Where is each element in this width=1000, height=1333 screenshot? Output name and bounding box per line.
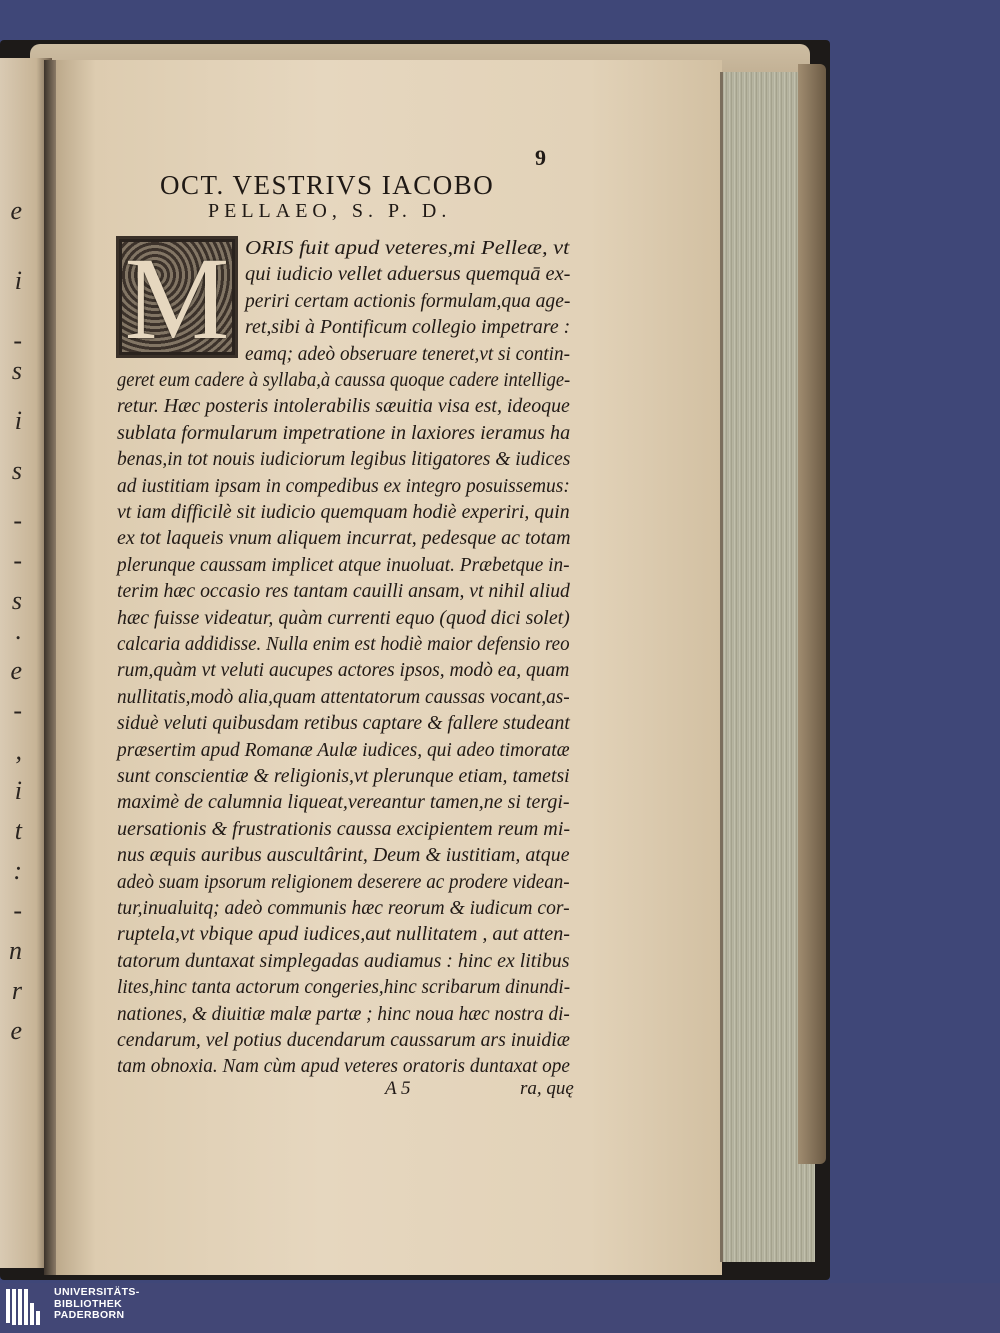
text-line: retur. Hæc posteris intolerabilis sæuitia visa est, ideoque xyxy=(117,396,570,418)
text-line: vt iam difficilè sit iudicio quemquam hodiè experiri, quin xyxy=(117,502,570,523)
heading-line-2: PELLAEO, S. P. D. xyxy=(208,200,452,222)
left-page-fragment: - xyxy=(13,896,22,925)
signature-mark: A 5 xyxy=(385,1078,411,1099)
text-line: ad iustitiam ipsam in compedibus ex integro posuissemus: xyxy=(117,475,570,497)
text-line: adeò suam ipsorum religionem deserere ac prodere videan- xyxy=(117,871,570,893)
text-line: qui iudicio vellet aduersus quemquā ex- xyxy=(245,264,571,286)
text-line: nus æquis auribus auscultârint, Deum & iustitiam, atque xyxy=(117,845,570,867)
left-page-fragment: r xyxy=(11,976,22,1005)
text-line: ORIS fuit apud veteres,mi Pelleæ, vt xyxy=(245,238,570,259)
text-line: ret,sibi à Pontificum collegio impetrare : xyxy=(245,317,571,339)
text-line: maximè de calumnia liqueat,vereantur tamen,ne si tergi- xyxy=(117,792,570,814)
text-line: lites,hinc tanta actorum congeries,hinc scribarum dinundi- xyxy=(117,977,571,999)
left-page-fragment: , xyxy=(15,736,22,765)
left-page-fragment: i xyxy=(14,266,22,295)
left-page-fragment: - xyxy=(13,326,22,355)
left-page-fragment: i xyxy=(14,776,22,805)
text-line: tur,inualuitq; adeò communis hæc reorum & iudicum cor- xyxy=(117,898,570,919)
text-line: ex tot laqueis vnum aliquem incurrat, pedesque ac totam xyxy=(117,528,571,550)
text-line: nullitatis,modò alia,quam attentatorum caussas vocant,as- xyxy=(117,686,570,708)
left-page-fragment: s xyxy=(11,356,22,385)
left-page-fragment: - xyxy=(13,696,22,725)
text-line: ruptela,vt vbique apud iudices,aut nullitatem , aut atten- xyxy=(117,924,570,946)
text-line: eamq; adeò obseruare teneret,vt si contin- xyxy=(245,343,571,365)
left-page-fragment: e xyxy=(10,196,22,225)
left-page-fragment: - xyxy=(13,546,22,575)
text-line: geret eum cadere à syllaba,à caussa quoque cadere intellige- xyxy=(117,370,571,391)
text-line: cendarum, vel potius ducendarum caussarum ars inuidiæ xyxy=(117,1030,570,1051)
left-page-fragment: i xyxy=(14,406,22,435)
decorated-initial xyxy=(116,233,238,364)
text-line: nationes, & diuitiæ malæ partæ ; hinc noua hæc nostra di- xyxy=(117,1003,570,1025)
logo-line-1: UNIVERSITÄTS- xyxy=(54,1286,140,1298)
left-page-fragment: s xyxy=(11,586,22,615)
left-page-fragment: . xyxy=(15,616,22,645)
initial-letter: M xyxy=(124,233,230,364)
library-logo-bar xyxy=(0,1283,1000,1333)
library-logo-icon xyxy=(4,1289,44,1327)
left-page-fragment: e xyxy=(10,1016,22,1045)
text-line: hæc fuisse videatur, quàm currenti equo (quod dici solet) xyxy=(117,607,570,629)
text-line: terim hæc occasio res tantam cauilli ansam, vt nihil aliud xyxy=(117,581,570,603)
text-line: rum,quàm vt veluti aucupes actores ipsos, modò ea, quam xyxy=(117,660,570,682)
left-page-fragment: : xyxy=(13,856,22,885)
left-page-fragment: s xyxy=(11,456,22,485)
left-page-fragment: n xyxy=(9,936,22,965)
text-line: sunt conscientiæ & religionis,vt plerunque etiam, tametsi xyxy=(117,766,570,787)
page-number: 9 xyxy=(535,145,546,170)
text-line: periri certam actionis formulam,qua age- xyxy=(245,290,571,312)
text-line: præsertim apud Romanæ Aulæ iudices, qui adeo timoratæ xyxy=(117,739,570,761)
text-line: sublata formularum impetratione in laxiores ieramus ha xyxy=(117,422,571,444)
text-line: siduè veluti quibusdam retibus captare & fallere studeant xyxy=(117,713,570,735)
left-page-fragment: t xyxy=(14,816,22,845)
library-logo-text xyxy=(54,1287,140,1322)
text-line: uersationis & frustrationis caussa excipientem reum mi- xyxy=(117,818,571,840)
text-line: tatorum duntaxat simplegadas audiamus : hinc ex litibus xyxy=(117,950,570,972)
book-cover-edge xyxy=(798,64,826,1164)
text-line: tam obnoxia. Nam cùm apud veteres oratoris duntaxat ope xyxy=(117,1056,570,1078)
logo-line-3: PADERBORN xyxy=(54,1309,125,1321)
left-page-fragment: - xyxy=(13,506,22,535)
text-line: benas,in tot nouis iudiciorum legibus litigatores & iudices xyxy=(117,449,571,471)
heading-line-1: OCT. VESTRIVS IACOBO xyxy=(160,170,495,200)
text-line: calcaria addidisse. Nulla enim est hodiè maior defensio reo xyxy=(117,634,570,655)
catchword: ra, quę xyxy=(520,1078,574,1099)
left-page-fragment: e xyxy=(10,656,22,685)
text-line: plerunque caussam implicet atque inuoluat. Præbetque in- xyxy=(117,554,570,576)
logo-line-2: BIBLIOTHEK xyxy=(54,1297,123,1310)
